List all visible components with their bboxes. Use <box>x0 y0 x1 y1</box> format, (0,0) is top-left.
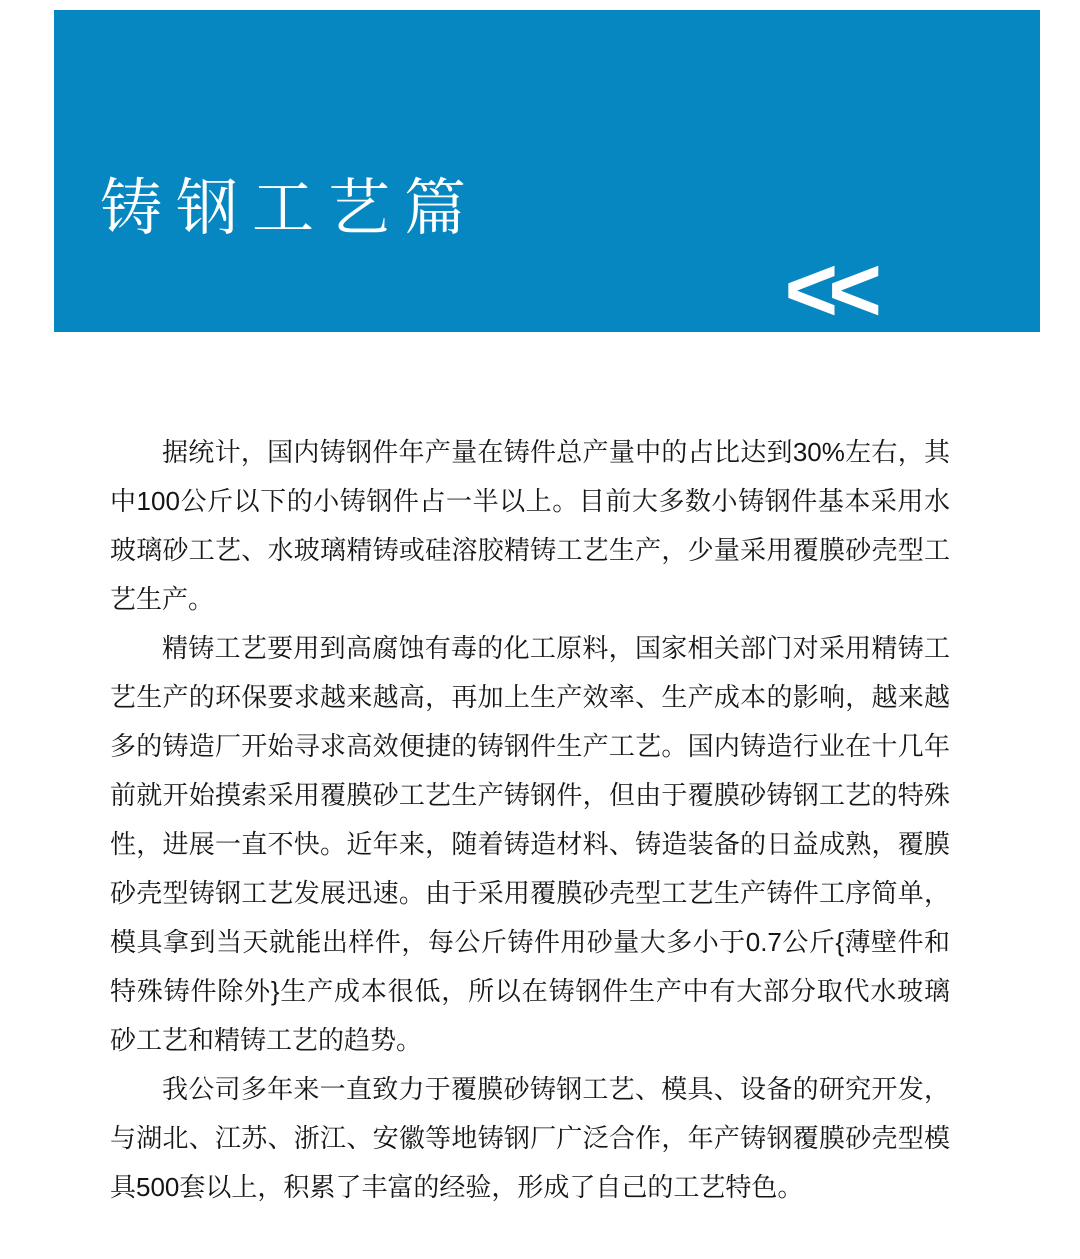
chapter-banner <box>54 10 1040 341</box>
paragraph-statistics: 据统计，国内铸钢件年产量在铸件总产量中的占比达到30%左右，其中100公斤以下的小铸钢件占一半以上。目前大多数小铸钢件基本采用水玻璃砂工艺、水玻璃精铸或硅溶胶精铸工艺生产，少量采用覆膜砂壳型工艺生产。 <box>110 437 950 614</box>
chapter-title: 铸钢工艺篇 <box>100 174 481 243</box>
paragraph-company-experience: 我公司多年来一直致力于覆膜砂铸钢工艺、模具、设备的研究开发，与湖北、江苏、浙江、安徽等地铸钢厂广泛合作，年产铸钢覆膜砂壳型模具500套以上，积累了丰富的经验，形成了自己的工艺特色。 <box>110 1074 950 1202</box>
article-body <box>110 428 950 1212</box>
double-chevron-left-icon: << <box>784 239 872 341</box>
paragraph-process-trend: 精铸工艺要用到高腐蚀有毒的化工原料，国家相关部门对采用精铸工艺生产的环保要求越来越高，再加上生产效率、生产成本的影响，越来越多的铸造厂开始寻求高效便捷的铸钢件生产工艺。国内铸造行业在十几年前就开始摸索采用覆膜砂工艺生产铸钢件，但由于覆膜砂铸钢工艺的特殊性，进展一直不快。近年来，随着铸造材料、铸造装备的日益成熟，覆膜砂壳型铸钢工艺发展迅速。由于采用覆膜砂壳型工艺生产铸件工序简单，模具拿到当天就能出样件，每公斤铸件用砂量大多小于0.7公斤{薄壁件和特殊铸件除外}生产成本很低，所以在铸钢件生产中有大部分取代水玻璃砂工艺和精铸工艺的趋势。 <box>110 633 950 1055</box>
